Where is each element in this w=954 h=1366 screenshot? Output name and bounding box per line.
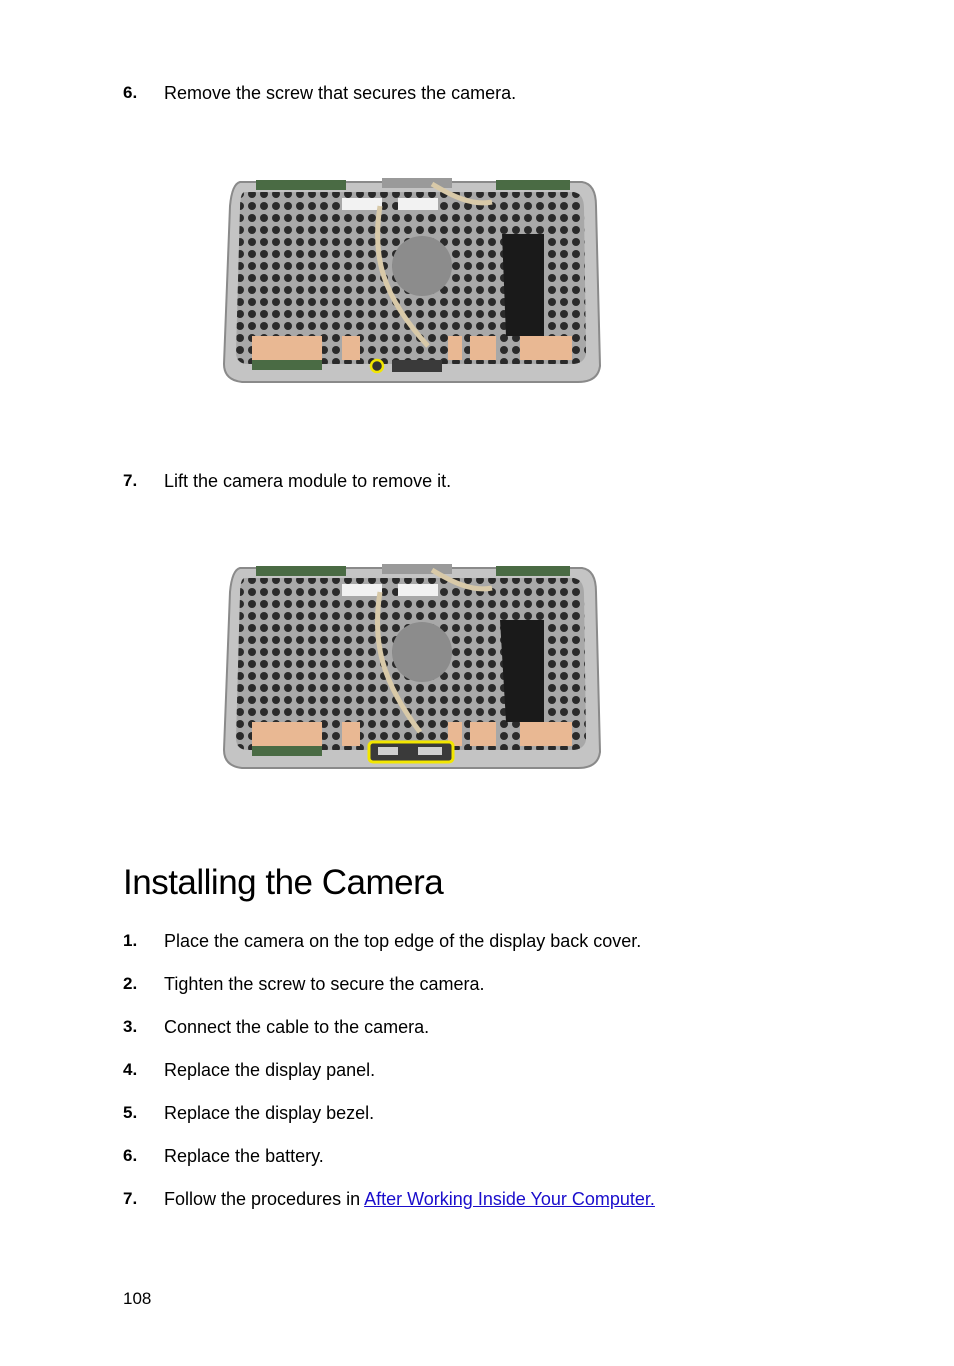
page-number: 108 xyxy=(123,1289,152,1308)
step-number: 6. xyxy=(123,1146,138,1165)
step-number: 6. xyxy=(123,83,138,102)
step-text: Lift the camera module to remove it. xyxy=(164,471,452,491)
section-heading: Installing the Camera xyxy=(123,863,444,902)
step-text: Replace the display panel. xyxy=(164,1060,376,1080)
step-number: 1. xyxy=(123,931,138,950)
step-text: Place the camera on the top edge of the display back cover. xyxy=(164,931,642,951)
step-number: 4. xyxy=(123,1060,138,1079)
step-number: 3. xyxy=(123,1017,138,1036)
display-back-cover-camera-image xyxy=(222,562,602,772)
step-text: Replace the battery. xyxy=(164,1146,324,1166)
step-text xyxy=(164,1188,655,1210)
step-text: Replace the display bezel. xyxy=(164,1103,375,1123)
step-text: Tighten the screw to secure the camera. xyxy=(164,974,485,994)
step-text-prefix: Follow the procedures in xyxy=(164,1189,365,1209)
step-number: 7. xyxy=(123,1189,138,1208)
step-text: Remove the screw that secures the camera. xyxy=(164,83,517,103)
step-text: Connect the cable to the camera. xyxy=(164,1017,430,1037)
step-number: 2. xyxy=(123,974,138,993)
after-working-inside-link[interactable]: After Working Inside Your Computer. xyxy=(364,1189,655,1209)
step-number: 5. xyxy=(123,1103,138,1122)
step-number: 7. xyxy=(123,471,138,490)
display-back-cover-screw-image xyxy=(222,176,602,386)
